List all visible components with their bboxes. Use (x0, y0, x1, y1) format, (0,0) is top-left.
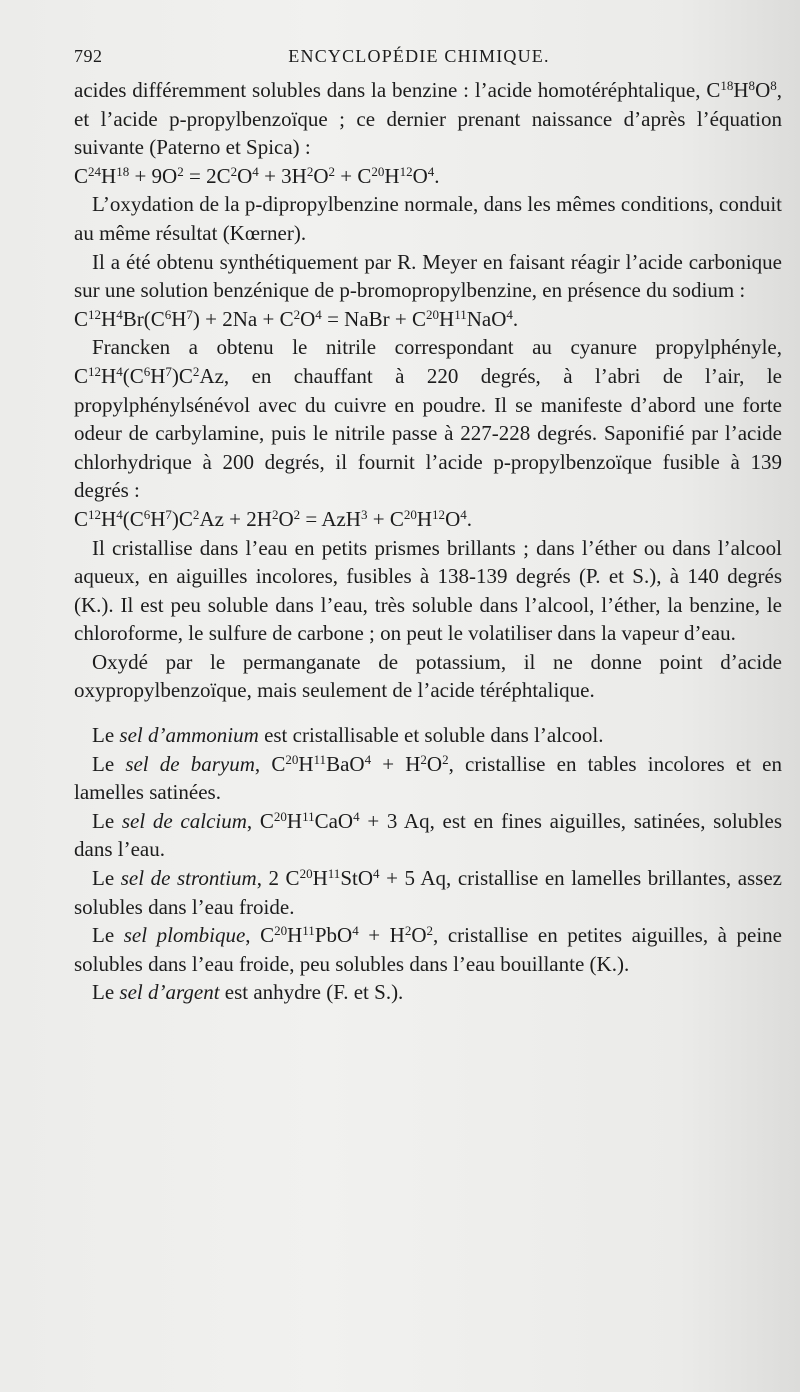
paragraph: Oxydé par le permanganate de potassium, il ne donne point d’acide oxypropylbenzoïque, mais seulement de l’acide téréphtalique. (74, 649, 782, 703)
paragraph: Il a été obtenu synthétiquement par R. Meyer en faisant réagir l’acide carbonique sur une solution benzénique de p-bromopropylbenzine, en présence du sodium : (74, 249, 782, 303)
salt-paragraph-strontium: Le sel de strontium, 2 $C^{20}H^{11}StO^4 + 5$ Aq, cristallise en lamelles brillantes, assez solubles dans l’eau froide. (74, 865, 782, 919)
paragraph: L’oxydation de la p-dipropylbenzine normale, dans les mêmes conditions, conduit au même résultat (Kœrner). (74, 192, 782, 245)
paragraph: Il cristallise dans l’eau en petits prismes brillants ; dans l’éther ou dans l’alcool aqueux, en aiguilles incolores, fusibles à 138-139 degrés (P. et S.), à 140 degrés (K.). Il est peu soluble dans l’eau, très soluble dans l’alcool, l’éther, la benzine, le chloroforme, le sulfure de carbone ; on peut le volatiliser dans la vapeur d’eau. (74, 535, 782, 646)
salt-paragraph-argent: Le sel d’argent est anhydre (F. et S.). (92, 980, 404, 1005)
paragraph: acides différemment solubles dans la benzine : l’acide homotéréphtalique, $C^{18}H^8O^8$, et l’acide p-propylbenzoïque ; ce dernier prenant naissance d’après l’équation suivante (Paterno et Spica) : (74, 77, 782, 160)
running-title: ENCYCLOPÉDIE CHIMIQUE. (288, 46, 550, 66)
chemical-equation: $C^{12}H^4Br(C^6H^7) + 2Na + C^2O^4$ = NaBr + $C^{20}H^{11}NaO^4$. (74, 306, 519, 331)
salt-paragraph-baryum: Le sel de baryum, $C^{20}H^{11}BaO^4 + H^2O^2$, cristallise en tables incolores et en lamelles satinées. (74, 751, 782, 805)
salt-paragraph-ammonium: Le sel d’ammonium est cristallisable et soluble dans l’alcool. (92, 723, 604, 748)
body-text (74, 76, 782, 1007)
paragraph-gap (74, 705, 782, 721)
chemical-equation: $C^{24}H^{18} + 9O^2 = 2C^2O^4 + 3H^2O^2 + C^{20}H^{12}O^4$. (74, 163, 440, 188)
salt-paragraph-calcium: Le sel de calcium, $C^{20}H^{11}CaO^4 + 3$ Aq, est en fines aiguilles, satinées, solubles dans l’eau. (74, 808, 782, 862)
salt-paragraph-plombique: Le sel plombique, $C^{20}H^{11}PbO^4 + H^2O^2$, cristallise en petites aiguilles, à peine solubles dans l’eau froide, peu solubles dans l’eau bouillante (K.). (74, 923, 782, 976)
paragraph: Francken a obtenu le nitrile correspondant au cyanure propylphényle, $C^{12}H^4(C^6H^7)C^2Az$, en chauffant à 220 degrés, à l’abri de l’air, le propylphénylsénévol avec du cuivre en poudre. Il se manifeste d’abord une forte odeur de carbylamine, puis le nitrile passe à 227-228 degrés. Saponifié par l’acide chlorhydrique à 200 degrés, il fournit l’acide p-propylbenzoïque fusible à 139 degrés : (74, 335, 782, 503)
page-number: 792 (74, 46, 103, 66)
chemical-equation: $C^{12}H^4(C^6H^7)C^2Az + 2H^2O^2 = AzH^3 + C^{20}H^{12}O^4$. (74, 506, 472, 531)
